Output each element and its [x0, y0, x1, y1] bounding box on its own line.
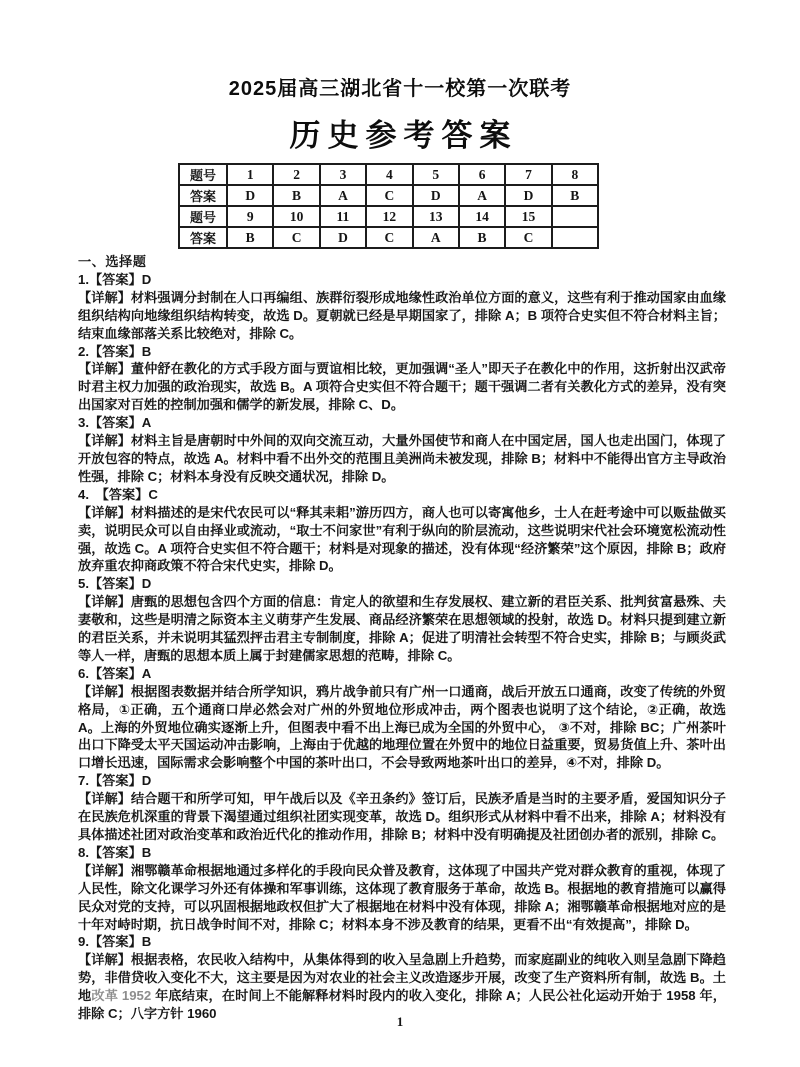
- question-detail: 【详解】结合题干和所学可知，甲午战后以及《辛丑条约》签订后，民族矛盾是当时的主要矛盾，爱国知识分子在民族危机深重的背景下渴望通过组织社团实现变革，故选 D。组织形式从材料中看不出来，排除 A；材料没有具体描述社团对政治变革和政治近代化的推动作用，排除 B；材料中没有明确提及社团创办者的派别，排除 C。: [78, 791, 726, 842]
- answer-cell: D: [413, 185, 459, 206]
- answer-cell: D: [320, 227, 366, 248]
- question-number-cell: 3: [320, 164, 366, 185]
- question-answer-line: 8.【答案】B: [78, 844, 152, 860]
- question-block-6: [78, 665, 726, 772]
- question-number-cell: 14: [459, 206, 505, 227]
- answer-cell: D: [227, 185, 273, 206]
- answer-cell: D: [505, 185, 551, 206]
- answer-cell: A: [320, 185, 366, 206]
- detail-text: 年底结束，在时间上不能解释材料时段内的收入变化，排除 A；人民公社化运动开始于 1958 年，排除 C；八字方针 1960: [78, 988, 726, 1022]
- question-block-7: [78, 772, 726, 844]
- question-answer-line: 7.【答案】D: [78, 773, 152, 789]
- answer-cell: A: [413, 227, 459, 248]
- question-detail: 【详解】董仲舒在教化的方式手段方面与贾谊相比较，更加强调“圣人”即天子在教化中的作用，这折射出汉武帝时君主权力加强的政治现实，故选 B。A 项符合史实但不符合题干；题干强调二者有关教化方式的差异，没有突出国家对百姓的控制加强和儒学的新发展，排除 C、D。: [78, 361, 726, 413]
- answer-key-table: [178, 163, 599, 249]
- question-block-1: [78, 271, 726, 343]
- answer-cell: A: [459, 185, 505, 206]
- question-detail: 【详解】材料强调分封制在人口再编组、族群衍裂形成地缘性政治单位方面的意义，这些有利于推动国家由血缘组织结构向地缘组织结构转变，故选 D。夏朝就已经是早期国家了，排除 A；B 项符合史实但不符合材料主旨；结束血缘部落关系比较绝对，排除 C。: [78, 289, 726, 341]
- section-heading-multiple-choice: 一、选择题: [78, 254, 147, 269]
- row-label: 题号: [179, 164, 227, 185]
- question-block-8: [78, 844, 726, 934]
- detail-text: 【详解】根据表格，农民收入结构中，从集体得到的收入呈急剧上升趋势，而家庭副业的纯收入则呈急剧下降趋势，非借贷收入变化不大，这主要是因为对农业的社会主义改造逐步开展，改变了生产资料所有制，故选 B。土地: [78, 952, 726, 1004]
- subject-answers-title: 历史参考答案: [289, 118, 518, 153]
- answer-cell: B: [227, 227, 273, 248]
- answer-cell: C: [505, 227, 551, 248]
- answer-cell: C: [273, 227, 319, 248]
- question-number-cell: 5: [413, 164, 459, 185]
- question-answer-line: 1.【答案】D: [78, 271, 152, 287]
- faded-scan-text: 改革 1952: [91, 988, 152, 1004]
- row-label: 答案: [179, 227, 227, 248]
- question-number-cell: 12: [366, 206, 412, 227]
- question-detail: 【详解】根据图表数据并结合所学知识，鸦片战争前只有广州一口通商，战后开放五口通商，改变了传统的外贸格局，①正确，五个通商口岸必然会对广州的外贸地位形成冲击，两个图表也说明了这个结论，②正确，故选 A。上海的外贸地位确实逐渐上升，但图表中看不出上海已成为全国的外贸中心， ③不对，排除 BC；广州茶叶出口下降受太平天国运动冲击影响，上海由于优越的地理位置在外贸中的地位日益重要，贸易货值上升、茶叶出口增长迅速，国际需求会影响整个中国的茶叶出口，不会导致两地茶叶出口的差异，④不对，排除 D。: [78, 683, 726, 771]
- empty-cell: [552, 227, 598, 248]
- row-label: 答案: [179, 185, 227, 206]
- question-number-cell: 7: [505, 164, 551, 185]
- question-number-cell: 11: [320, 206, 366, 227]
- question-detail: 【详解】湘鄂赣革命根据地通过多样化的手段向民众普及教育，这体现了中国共产党对群众教育的重视，体现了人民性，除文化课学习外还有体操和军事训练，这体现了教育服务于革命，故选 B。根据地的教育措施可以赢得民众对党的支持，可以巩固根据地政权但扩大了根据地在材料中没有体现，排除 A；湘鄂赣革命根据地对应的是十年对峙时期，抗日战争时间不对，排除 C；材料本身不涉及教育的结果，更看不出“有效提高”，排除 D。: [78, 862, 726, 932]
- table-row: [179, 206, 598, 227]
- question-number-cell: 6: [459, 164, 505, 185]
- answer-cell: B: [459, 227, 505, 248]
- question-detail: [78, 951, 726, 1023]
- question-block-2: [78, 343, 726, 415]
- question-number-cell: 10: [273, 206, 319, 227]
- question-block-9: [78, 933, 726, 1023]
- question-answer-line: 4. 【答案】C: [78, 486, 158, 502]
- question-block-3: [78, 414, 726, 486]
- question-answer-line: 5.【答案】D: [78, 576, 152, 592]
- answer-cell: C: [366, 227, 412, 248]
- question-answer-line: 6.【答案】A: [78, 665, 152, 681]
- question-block-4: [78, 486, 726, 576]
- table-row: [179, 164, 598, 185]
- table-row: [179, 227, 598, 248]
- answer-explanations: [78, 253, 726, 1023]
- question-number-cell: 9: [227, 206, 273, 227]
- answer-cell: B: [273, 185, 319, 206]
- answer-cell: C: [366, 185, 412, 206]
- question-number-cell: 13: [413, 206, 459, 227]
- question-detail: 【详解】材料主旨是唐朝时中外间的双向交流互动，大量外国使节和商人在中国定居，国人也走出国门，体现了开放包容的特点，故选 A。材料中看不出外交的范围且美洲尚未被发现，排除 B；材料中不能得出官方主导政治性强，排除 C；材料本身没有反映交通状况，排除 D。: [78, 433, 726, 484]
- question-answer-line: 2.【答案】B: [78, 343, 152, 359]
- row-label: 题号: [179, 206, 227, 227]
- question-number-cell: 15: [505, 206, 551, 227]
- exam-title: 2025届高三湖北省十一校第一次联考: [228, 78, 572, 100]
- question-number-cell: 1: [227, 164, 273, 185]
- question-answer-line: 9.【答案】B: [78, 934, 152, 950]
- question-number-cell: 8: [552, 164, 598, 185]
- empty-cell: [552, 206, 598, 227]
- page-number: 1: [396, 1014, 404, 1029]
- table-row: [179, 185, 598, 206]
- question-detail: 【详解】材料描述的是宋代农民可以“释其耒耜”游历四方，商人也可以寄寓他乡，士人在赶考途中可以贩盐做买卖，说明民众可以自由择业或流动，“取士不问家世”有利于纵向的阶层流动，这些说明宋代社会环境宽松流动性强，故选 C。A 项符合史实但不符合题干；材料是对现象的描述，没有体现“经济繁荣”这个原因，排除 B；政府放弃重农抑商政策不符合宋代史实，排除 D。: [78, 504, 726, 574]
- question-number-cell: 2: [273, 164, 319, 185]
- question-answer-line: 3.【答案】A: [78, 415, 152, 431]
- question-block-5: [78, 575, 726, 665]
- question-number-cell: 4: [366, 164, 412, 185]
- answer-cell: B: [552, 185, 598, 206]
- question-detail: 【详解】唐甄的思想包含四个方面的信息：肯定人的欲望和生存发展权、建立新的君臣关系、批判贫富悬殊、夫妻敬和，这些是明清之际资本主义萌芽产生发展、商品经济繁荣在思想领域的投射，故选 D。材料只提到建立新的君臣关系，并未说明其猛烈抨击君主专制制度，排除 A；促进了明清社会转型不符合史实，排除 B；与顾炎武等人一样，唐甄的思想本质上属于封建儒家思想的范畴，排除 C。: [78, 594, 726, 663]
